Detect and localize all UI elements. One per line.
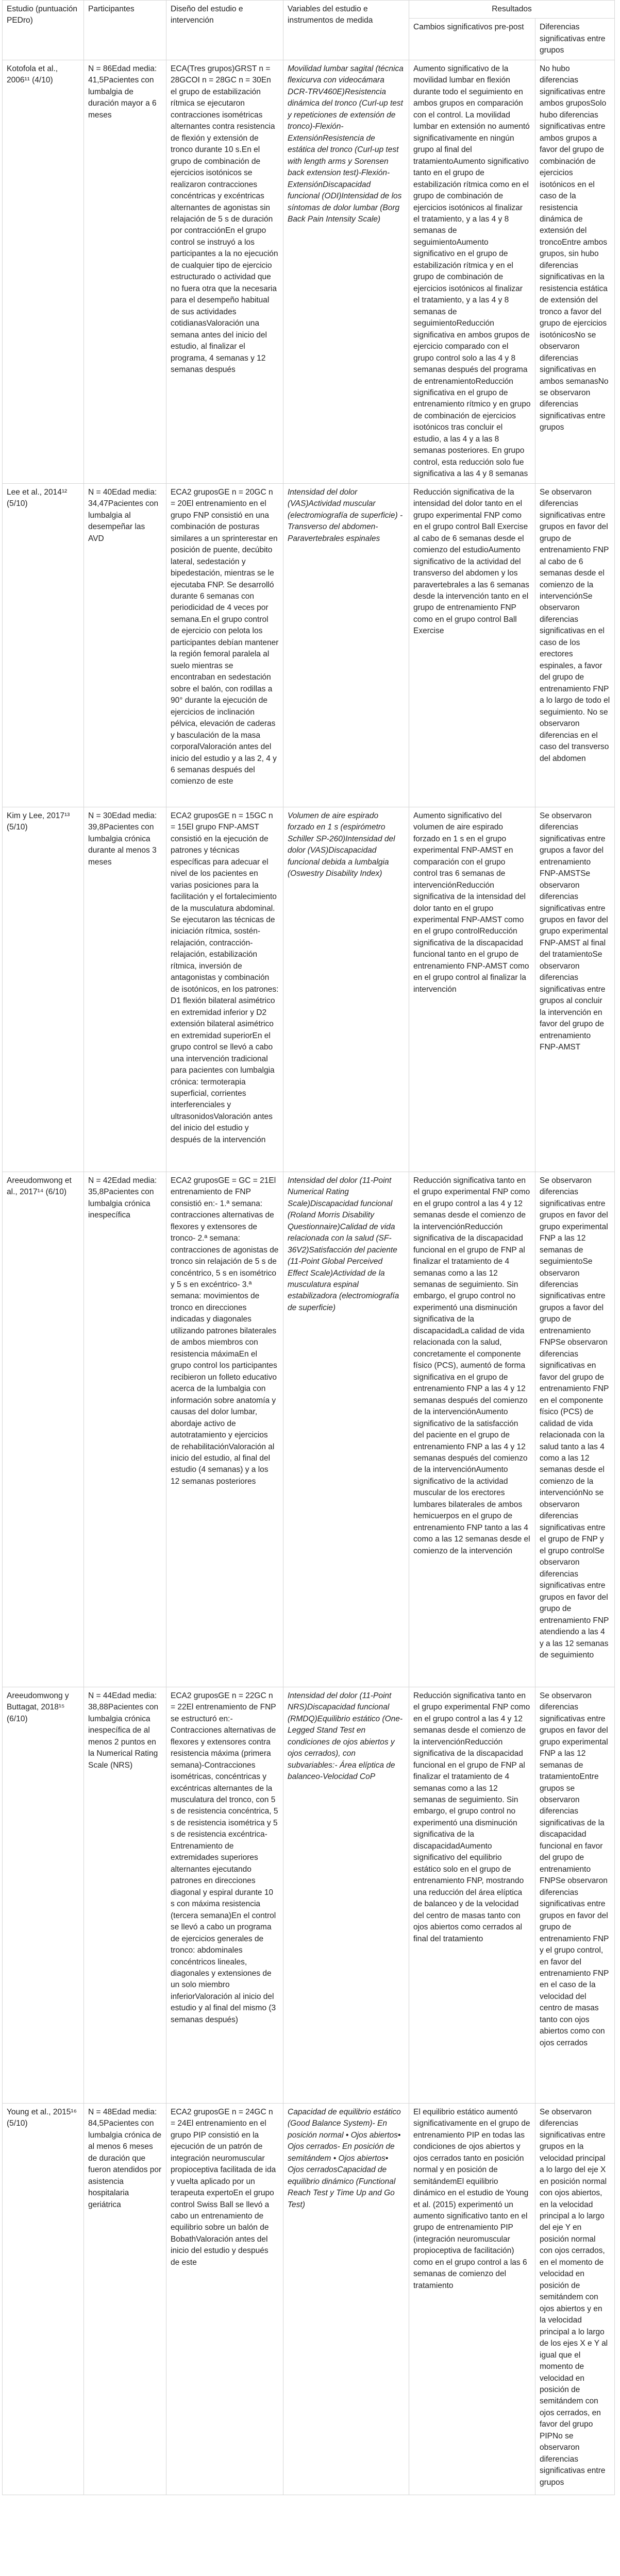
cell-prepost: Reducción significativa tanto en el grupo experimental FNP como en el grupo control a las 4 y 12 semanas desde el comienzo de la intervenciónReducción significativa de la discapacidad funcional en el grupo de FNP al finalizar el tratamiento de 4 semanas como a las 12 semanas de seguimiento. Sin embargo, el grupo control no experimentó una disminución significativa de la discapacidadLa calidad de vida relacionada con la salud, concretamente el componente físico (PCS), aumentó de forma significativa en el grupo de entrenamiento FNP a las 4 y 12 semanas después del comienzo de la intervenciónAumento significativo de la satisfacción del paciente en el grupo de entrenamiento FNP a las 4 y 12 semanas después del comienzo de la intervenciónAumento significativo de la actividad muscular de los erectores lumbares bilaterales de ambos hemicuerpos en el grupo de entrenamiento FNP tanto a las 4 como a las 12 semanas desde el comienzo de la intervención (409, 1172, 535, 1687)
table-row (3, 1172, 615, 1687)
table-row (3, 1687, 615, 2103)
cell-variables: Volumen de aire espirado forzado en 1 s (espirómetro Schiller SP-260)Intensidad del dolor (VAS)Discapacidad funcional debida a lumbalgia (Oswestry Disability Index) (283, 807, 409, 1172)
header-results: Resultados (409, 1, 615, 19)
table-row (3, 2103, 615, 2495)
cell-participants: N = 86Edad media: 41,5Pacientes con lumbalgia de duración mayor a 6 meses (84, 60, 166, 483)
table-row (3, 483, 615, 807)
results-table (2, 0, 615, 2495)
cell-design: ECA(Tres grupos)GRST n = 28GCOI n = 28GC n = 30En el grupo de estabilización rítmica se ejecutaron contracciones isométricas alternantes contra resistencia de flexión y extensión de tronco durante 10 s.En el grupo de combinación de ejercicios isotónicos se realizaron contracciones concéntricas y excéntricas alternantes de agonistas sin relajación de 5 s de duración por contracciónEn el grupo control se instruyó a los participantes a la no ejecución de cualquier tipo de ejercicio estructurado o actividad que no fuera otra que la necesaria para el desempeño habitual de sus actividades cotidianasValoración una semana antes del inicio del estudio, al finalizar el programa, 4 semanas y 12 semanas después (166, 60, 283, 483)
cell-between: No hubo diferencias significativas entre ambos gruposSolo hubo diferencias significativas entre ambos grupos a favor del grupo de combinación de ejercicios isotónicos en el caso de la resistencia dinámica de extensión del troncoEntre ambos grupos, sin hubo diferencias significativas en la resistencia estática de extensión del tronco a favor del grupo de ejercicios isotónicosNo se observaron diferencias significativas en ambos semanasNo se observaron diferencias significativas entre grupos (535, 60, 615, 483)
cell-study: Lee et al., 2014¹² (5/10) (3, 483, 84, 807)
cell-between: Se observaron diferencias significativas entre grupos en favor del grupo experimental FNP a las 12 semanas de tratamientoEntre grupos se observaron diferencias significativas de la discapacidad funcional en favor del grupo de entrenamiento FNPSe observaron diferencias significativas entre grupos en favor del grupo de entrenamiento FNP y el grupo control, en favor del entrenamiento FNP en el caso de la velocidad del centro de masas tanto con ojos abiertos como con ojos cerrados (535, 1687, 615, 2103)
cell-study: Young et al., 2015¹⁶ (5/10) (3, 2103, 84, 2495)
cell-participants: N = 48Edad media: 84,5Pacientes con lumbalgia crónica de al menos 6 meses de duración que fueron atendidos por asistencia hospitalaria geriátrica (84, 2103, 166, 2495)
cell-design: ECA2 gruposGE n = 15GC n = 15El grupo FNP-AMST consistió en la ejecución de patrones y técnicas específicas para adecuar el nivel de los pacientes en varias posiciones para la facilitación y el fortalecimiento de la musculatura abdominal. Se ejecutaron las técnicas de iniciación rítmica, sostén-relajación, contracción-relajación, estabilización rítmica, inversión de antagonistas y combinación de isotónicos, en los patrones: D1 flexión bilateral asimétrico en extremidad inferior y D2 extensión bilateral asimétrico en extremidad superiorEn el grupo control se llevó a cabo una intervención tradicional para pacientes con lumbalgia crónica: termoterapia superficial, corrientes interferenciales y ultrasonidosValoración antes del inicio del estudio y después de la intervención (166, 807, 283, 1172)
cell-variables: Intensidad del dolor (VAS)Actividad muscular (electromiografía de superficie) - Transverso del abdomen-Paravertebrales espinales (283, 483, 409, 807)
cell-prepost: Aumento significativo del volumen de aire espirado forzado en 1 s en el grupo experimental FNP-AMST en comparación con el grupo control tras 6 semanas de intervenciónReducción significativa de la intensidad del dolor tanto en el grupo experimental FNP-AMST como en el grupo controlReducción significativa de la discapacidad funcional tanto en el grupo de entrenamiento FNP-AMST como en el grupo control al finalizar la intervención (409, 807, 535, 1172)
cell-study: Kotofola et al., 2006¹¹ (4/10) (3, 60, 84, 483)
cell-prepost: Reducción significativa tanto en el grupo experimental FNP como en el grupo control a las 4 y 12 semanas desde el comienzo de la intervenciónReducción significativa de la discapacidad funcional en el grupo de FNP al finalizar el tratamiento de 4 semanas como a las 12 semanas de seguimiento. Sin embargo, el grupo control no experimentó una disminución significativa de la discapacidadAumento significativo del equilibrio estático solo en el grupo de entrenamiento FNP, mostrando una reducción del área elíptica de balanceo y de la velocidad del centro de masas tanto con ojos abiertos como cerrados al final del tratamiento (409, 1687, 535, 2103)
cell-variables: Intensidad del dolor (11-Point Numerical Rating Scale)Discapacidad funcional (Roland Morris Disability Questionnaire)Calidad de vida relacionada con la salud (SF-36V2)Satisfacción del paciente (11-Point Global Perceived Effect Scale)Actividad de la musculatura espinal estabilizadora (electromiografía de superficie) (283, 1172, 409, 1687)
cell-design: ECA2 gruposGE n = 24GC n = 24El entrenamiento en el grupo PIP consistió en la ejecución de un patrón de integración neuromuscular propioceptiva facilitada de ida y vuelta aplicado por un terapeuta expertoEn el grupo control Swiss Ball se llevó a cabo un entrenamiento de equilibrio sobre un balón de BobathValoración antes del inicio del estudio y después de este (166, 2103, 283, 2495)
cell-study: Areeudomwong et al., 2017¹⁴ (6/10) (3, 1172, 84, 1687)
cell-design: ECA2 gruposGE n = 22GC n = 22El entrenamiento de FNP se estructuró en:-Contracciones alternativas de flexores y extensores contra resistencia máxima (primera semana)-Contracciones isométricas, concéntricas y excéntricas alternantes de la musculatura del tronco, con 5 s de resistencia concéntrica, 5 s de resistencia isométrica y 5 s de resistencia excéntrica-Entrenamiento de extremidades superiores alternantes ejecutando patrones en direcciones diagonal y espiral durante 10 s con máxima resistencia (tercera semana)En el control se llevó a cabo un programa de ejercicios generales de tronco: abdominales concéntricos lineales, diagonales y extensiones de un solo miembro inferiorValoración al inicio del estudio y al final del mismo (3 semanas después) (166, 1687, 283, 2103)
cell-variables: Movilidad lumbar sagital (técnica flexicurva con videocámara DCR-TRV460E)Resistencia dinámica del tronco (Curl-up test y repeticiones de extensión de tronco)-Flexión-ExtensiónResistencia de estática del tronco (Curl-up test with length arms y Sorensen back extension test)-Flexión-ExtensiónDiscapacidad funcional (ODI)Intensidad de los síntomas de dolor lumbar (Borg Back Pain Intensity Scale) (283, 60, 409, 483)
header-variables: Variables del estudio e instrumentos de medida (283, 1, 409, 60)
cell-participants: N = 40Edad media: 34,47Pacientes con lumbalgia al desempeñar las AVD (84, 483, 166, 807)
header-design: Diseño del estudio e intervención (166, 1, 283, 60)
cell-participants: N = 44Edad media: 38,88Pacientes con lumbalgia crónica inespecífica de al menos 2 puntos en la Numerical Rating Scale (NRS) (84, 1687, 166, 2103)
header-between: Diferencias significativas entre grupos (535, 19, 615, 60)
cell-study: Areeudomwong y Buttagat, 2018¹⁵ (6/10) (3, 1687, 84, 2103)
cell-variables: Intensidad del dolor (11-Point NRS)Discapacidad funcional (RMDQ)Equilibrio estático (One-Legged Stand Test en condiciones de ojos abiertos y ojos cerrados), con subvariables:- Área elíptica de balanceo-Velocidad CoP (283, 1687, 409, 2103)
cell-participants: N = 30Edad media: 39,8Pacientes con lumbalgia crónica durante al menos 3 meses (84, 807, 166, 1172)
table-row (3, 60, 615, 483)
header-row (3, 1, 615, 19)
cell-between: Se observaron diferencias significativas entre grupos en favor del grupo experimental FNP a las 12 semanas de seguimientoSe observaron diferencias significativas entre grupos a favor del grupo de entrenamiento FNPSe observaron diferencias significativas en favor del grupo de entrenamiento FNP en el componente físico (PCS) de calidad de vida relacionada con la salud tanto a las 4 como a las 12 semanas desde el comienzo de la intervenciónNo se observaron diferencias significativas entre el grupo de FNP y el grupo controlSe observaron diferencias significativas entre grupos en favor del grupo de entrenamiento FNP atendiendo a las 4 y a las 12 semanas de seguimiento (535, 1172, 615, 1687)
header-participants: Participantes (84, 1, 166, 60)
table-row (3, 807, 615, 1172)
cell-prepost: Aumento significativo de la movilidad lumbar en flexión durante todo el seguimiento en ambos grupos en comparación con el control. La movilidad lumbar en extensión no aumentó significativamente en ningún grupo al final del tratamientoAumento significativo tanto en el grupo de estabilización rítmica como en el grupo de combinación de ejercicios isotónicos al finalizar el tratamiento, y a las 4 y 8 semanas de seguimientoAumento significativo en el grupo de estabilización rítmica y en el grupo de combinación de ejercicios isotónicos al finalizar el tratamiento, y a las 4 y 8 semanas de seguimientoReducción significativa en ambos grupos de ejercicio comparado con el grupo control solo a las 4 y 8 semanas después del programa de entrenamientoReducción significativa en el grupo de entrenamiento rítmico y en grupo de combinación de ejercicios isotónicos tras concluir el estudio, a las 4 y a las 8 semanas posteriores. En grupo control, esta reducción solo fue significativa a las 4 y 8 semanas (409, 60, 535, 483)
cell-between: Se observaron diferencias significativas entre grupos en la velocidad principal a lo largo del eje X en posición normal con ojos abiertos, en la velocidad principal a lo largo del eje Y en posición normal con ojos cerrados, en el momento de velocidad en posición de semitándem con ojos abiertos y en la velocidad principal a lo largo de los ejes X e Y al igual que el momento de velocidad en posición de semitándem con ojos cerrados, en favor del grupo PIPNo se observaron diferencias significativas entre grupos (535, 2103, 615, 2495)
cell-variables: Capacidad de equilibrio estático (Good Balance System)- En posición normal • Ojos abiertos• Ojos cerrados- En posición de semitándem • Ojos abiertos• Ojos cerradosCapacidad de equilibrio dinámico (Functional Reach Test y Time Up and Go Test) (283, 2103, 409, 2495)
cell-participants: N = 42Edad media: 35,8Pacientes con lumbalgia crónica inespecífica (84, 1172, 166, 1687)
cell-prepost: Reducción significativa de la intensidad del dolor tanto en el grupo experimental FNP como en el grupo control Ball Exercise al cabo de 6 semanas desde el comienzo del estudioAumento significativo de la actividad del transverso del abdomen y los paravertebrales a las 6 semanas desde la intervención tanto en el grupo de entrenamiento FNP como en el grupo control Ball Exercise (409, 483, 535, 807)
cell-between: Se observaron diferencias significativas entre grupos a favor del entrenamiento FNP-AMSTSe observaron diferencias significativas entre grupos en favor del grupo experimental FNP-AMST al final del tratamientoSe observaron diferencias significativas entre grupos al concluir la intervención en favor del grupo de entrenamiento FNP-AMST (535, 807, 615, 1172)
header-prepost: Cambios significativos pre-post (409, 19, 535, 60)
header-study: Estudio (puntuación PEDro) (3, 1, 84, 60)
cell-design: ECA2 gruposGE = GC = 21El entrenamiento de FNP consistió en:- 1.ª semana: contracciones alternativas de flexores y extensores de tronco- 2.ª semana: contracciones de agonistas de tronco sin relajación de 5 s de concéntrico, 5 s en isométrico y 5 s en excéntrico- 3.ª semana: movimientos de tronco en direcciones indicadas y diagonales utilizando patrones bilaterales de ambos miembros con resistencia máximaEn el grupo control los participantes recibieron un folleto educativo acerca de la lumbalgia con información sobre anatomía y causas del dolor lumbar, abordaje activo de autotratamiento y ejercicios de rehabilitaciónValoración al inicio del estudio, al final del estudio (4 semanas) y a los 12 semanas posteriores (166, 1172, 283, 1687)
cell-study: Kim y Lee, 2017¹³ (5/10) (3, 807, 84, 1172)
cell-between: Se observaron diferencias significativas entre grupos en favor del grupo de entrenamiento FNP al cabo de 6 semanas desde el comienzo de la intervenciónSe observaron diferencias significativas en el caso de los erectores espinales, a favor del grupo de entrenamiento FNP a lo largo de todo el seguimiento. No se observaron diferencias en el caso del transverso del abdomen (535, 483, 615, 807)
cell-prepost: El equilibrio estático aumentó significativamente en el grupo de entrenamiento PIP en todas las condiciones de ojos abiertos y ojos cerrados tanto en posición normal y en posición de semitándemEl equilibrio dinámico en el estudio de Young et al. (2015) experimentó un aumento significativo tanto en el grupo de entrenamiento PIP (integración neuromuscular propioceptiva de facilitación) como en el grupo control a las 6 semanas de comienzo del tratamiento (409, 2103, 535, 2495)
cell-design: ECA2 gruposGE n = 20GC n = 20El entrenamiento en el grupo FNP consistió en una combinación de posturas similares a un sprinterestar en posición de puente, decúbito lateral, sedestación y bipedestación, mientras se le ejecutaba FNP. Se desarrolló durante 6 semanas con periodicidad de 4 veces por semana.En el grupo control de ejercicio con pelota los participantes debían mantener la región femoral paralela al suelo mientras se encontraban en sedestación sobre el balón, con rodillas a 90° durante la ejecución de ejercicios de inclinación pélvica, elevación de caderas y basculación de la masa corporalValoración antes del inicio del estudio y a las 2, 4 y 6 semanas después del comienzo de este (166, 483, 283, 807)
